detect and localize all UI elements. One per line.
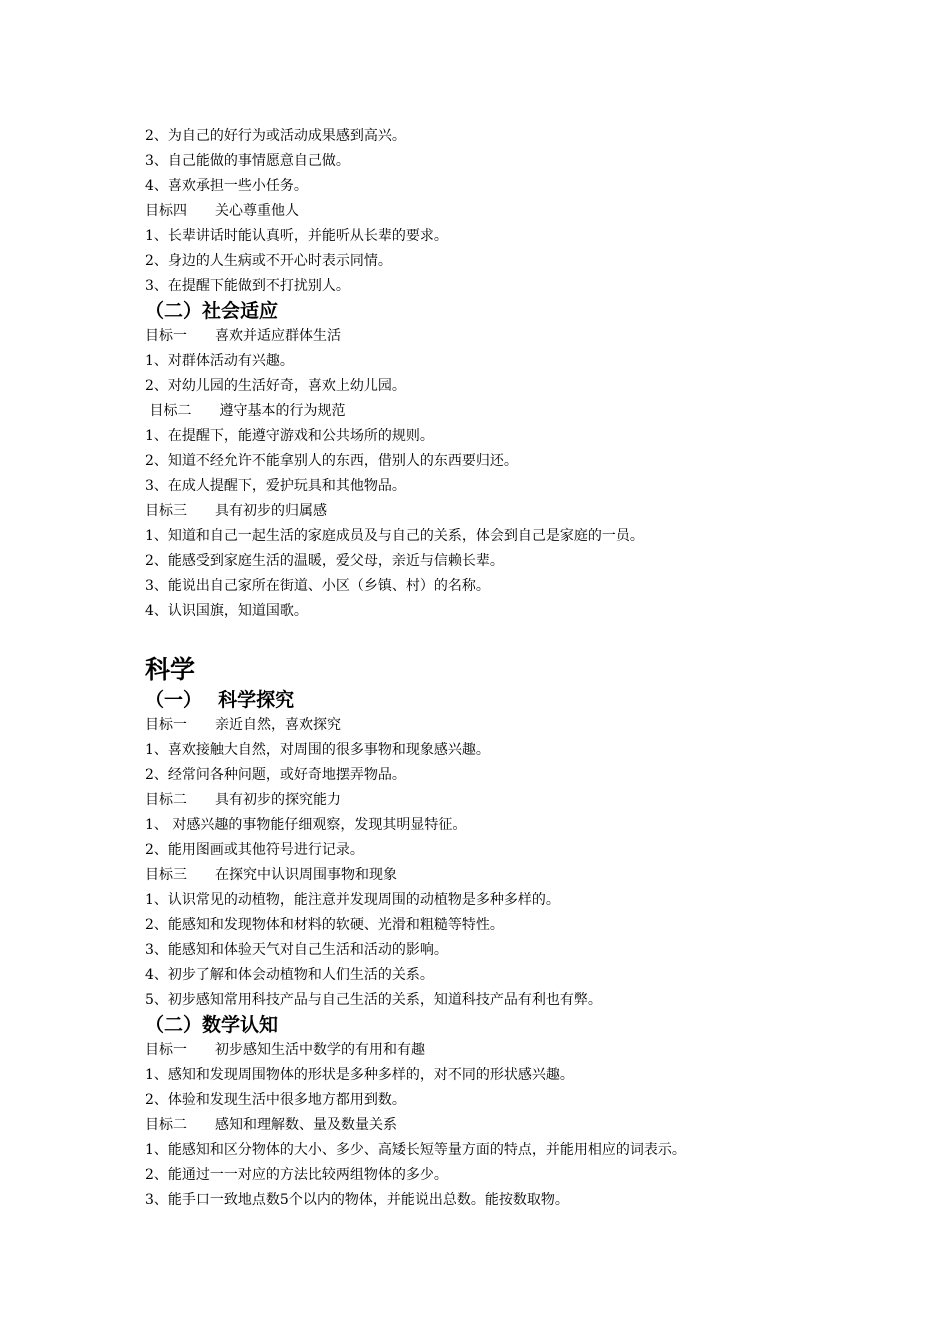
- goal-heading: 目标四 关心尊重他人: [145, 203, 299, 219]
- goal-heading: 目标三 具有初步的归属感: [145, 503, 327, 519]
- text-line: 1、能感知和区分物体的大小、多少、高矮长短等量方面的特点，并能用相应的词表示。: [145, 1142, 686, 1158]
- text-line: 5、初步感知常用科技产品与自己生活的关系，知道科技产品有利也有弊。: [145, 992, 602, 1008]
- goal-heading: 目标一 亲近自然，喜欢探究: [145, 717, 341, 733]
- document-page: [145, 124, 845, 1213]
- text-line: 2、能通过一一对应的方法比较两组物体的多少。: [145, 1167, 448, 1183]
- text-line: 1、对群体活动有兴趣。: [145, 353, 294, 369]
- section-title-science: 科学: [145, 655, 196, 684]
- text-line: 2、能感受到家庭生活的温暖，爱父母，亲近与信赖长辈。: [145, 553, 504, 569]
- text-line: 4、认识国旗，知道国歌。: [145, 603, 308, 619]
- subsection-heading-math: （二）数学认知: [145, 1014, 279, 1036]
- text-line: 1、知道和自己一起生活的家庭成员及与自己的关系，体会到自己是家庭的一员。: [145, 528, 644, 544]
- text-line: 1、喜欢接触大自然，对周围的很多事物和现象感兴趣。: [145, 742, 490, 758]
- text-line: 1、在提醒下，能遵守游戏和公共场所的规则。: [145, 428, 434, 444]
- text-line: 3、能感知和体验天气对自己生活和活动的影响。: [145, 942, 448, 958]
- subsection-heading-explore: （一） 科学探究: [145, 689, 295, 711]
- text-line: 3、在提醒下能做到不打扰别人。: [145, 278, 350, 294]
- text-line: 2、体验和发现生活中很多地方都用到数。: [145, 1092, 406, 1108]
- text-line: 4、喜欢承担一些小任务。: [145, 178, 308, 194]
- goal-heading: 目标二 遵守基本的行为规范: [145, 403, 346, 419]
- text-line: 3、自己能做的事情愿意自己做。: [145, 153, 350, 169]
- text-line: 2、对幼儿园的生活好奇，喜欢上幼儿园。: [145, 378, 406, 394]
- text-line: 4、初步了解和体会动植物和人们生活的关系。: [145, 967, 434, 983]
- text-line: 3、能说出自己家所在街道、小区（乡镇、村）的名称。: [145, 578, 490, 594]
- goal-heading: 目标二 感知和理解数、量及数量关系: [145, 1117, 397, 1133]
- goal-heading: 目标一 初步感知生活中数学的有用和有趣: [145, 1042, 425, 1058]
- text-line: 2、能用图画或其他符号进行记录。: [145, 842, 364, 858]
- text-line: 2、能感知和发现物体和材料的软硬、光滑和粗糙等特性。: [145, 917, 504, 933]
- goal-heading: 目标一 喜欢并适应群体生活: [145, 328, 341, 344]
- goal-heading: 目标二 具有初步的探究能力: [145, 792, 341, 808]
- text-line: 2、为自己的好行为或活动成果感到高兴。: [145, 128, 406, 144]
- text-line: 1、 对感兴趣的事物能仔细观察，发现其明显特征。: [145, 817, 467, 833]
- text-line: 2、经常问各种问题，或好奇地摆弄物品。: [145, 767, 406, 783]
- text-line: 2、身边的人生病或不开心时表示同情。: [145, 253, 392, 269]
- text-line: 3、能手口一致地点数5个以内的物体，并能说出总数。能按数取物。: [145, 1192, 569, 1208]
- text-line: 3、在成人提醒下，爱护玩具和其他物品。: [145, 478, 406, 494]
- text-line: 1、认识常见的动植物，能注意并发现周围的动植物是多种多样的。: [145, 892, 560, 908]
- text-line: 2、知道不经允许不能拿别人的东西，借别人的东西要归还。: [145, 453, 518, 469]
- subsection-heading-social: （二）社会适应: [145, 300, 279, 322]
- text-line: 1、长辈讲话时能认真听，并能听从长辈的要求。: [145, 228, 448, 244]
- text-line: 1、感知和发现周围物体的形状是多种多样的，对不同的形状感兴趣。: [145, 1067, 574, 1083]
- goal-heading: 目标三 在探究中认识周围事物和现象: [145, 867, 397, 883]
